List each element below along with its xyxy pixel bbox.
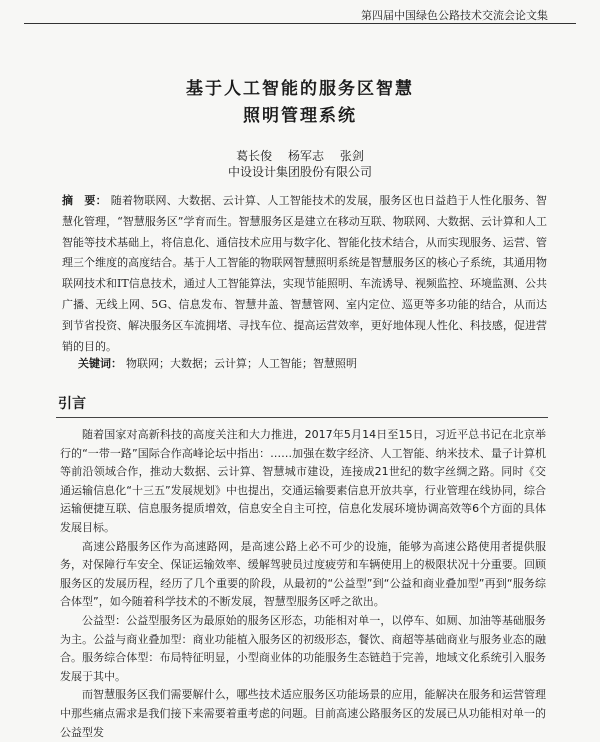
- affiliation: 中设设计集团股份有限公司: [227, 165, 372, 179]
- keywords: [78, 355, 548, 371]
- section-rule: [56, 417, 548, 418]
- author-name: 杨军志: [287, 149, 324, 163]
- body-paragraph: 公益型：公益型服务区为最原始的服务区形态，功能相对单一，以停车、如厕、加油等基础服务为主。公益与商业叠加型：商业功能植入服务区的初级形态，餐饮、商超等基础商业与服务业态的融合。服务综合体型：布局特征明显，小型商业体的功能服务生态链趋于完善，地域文化系统引入服务发展于其中。: [60, 613, 546, 683]
- keywords-text: 物联网；大数据；云计算；人工智能；智慧照明: [126, 357, 357, 370]
- body-paragraph: 高速公路服务区作为高速路网，是高速公路上必不可少的设施，能够为高速公路使用者提供服务，对保障行车安全、保证运输效率、缓解驾驶员过度疲劳和车辆使用上的极限状况十分重要。回顾服务区的发展历程，经历了几个重要的阶段，从最初的“公益型”到“公益和商业叠加型”再到“服务综合体型”，如今随着科学技术的不断发展，智慧型服务区呼之欲出。: [60, 539, 546, 609]
- running-head: 第四届中国绿色公路技术交流会论文集: [361, 9, 548, 22]
- body-paragraph: 而智慧服务区我们需要解什么，哪些技术适应服务区功能场景的应用，能解决在服务和运营管理中那些痛点需求是我们接下来需要着重考虑的问题。目前高速公路服务区的发展已从功能相对单一的公益型发: [60, 688, 546, 739]
- author-list: [0, 147, 600, 164]
- abstract-text: 随着物联网、大数据、云计算、人工智能技术的发展，服务区也日益趋于人性化服务、智慧化管理，“智慧服务区”学育而生。智慧服务区是建立在移动互联、物联网、大数据、云计算和人工智能等技术基础上，将信息化、通信技术应用与数字化、智能化技术结合，从而实现服务、运营、管理三个维度的高度结合。基于人工智能的物联网智慧照明系统是智慧服务区的核心子系统，其通用物联网技术和IT信息技术，通过人工智能算法，实现节能照明、车流诱导、视频监控、环境监测、公共广播、无线上网、5G、信息发布、智慧井盖、智慧管网、室内定位、巡更等多功能的结合，从而达到节省投资、解决服务区车流拥堵、寻找车位、提高运营效率，更好地体现人性化、科技感，促进营销的目的。: [62, 194, 548, 353]
- author-name: 张剑: [339, 149, 364, 163]
- abstract: [62, 191, 547, 357]
- paper-title-line-2: 照明管理系统: [243, 106, 357, 126]
- paper-title-line-1: 基于人工智能的服务区智慧: [186, 79, 414, 99]
- section-heading: 引言: [58, 396, 86, 412]
- author-name: 葛长俊: [236, 149, 273, 163]
- abstract-label: 摘 要：: [62, 194, 107, 207]
- body-text: [60, 426, 546, 742]
- keywords-label: 关键词：: [78, 357, 122, 370]
- header-rule: [24, 23, 576, 24]
- body-paragraph: 随着国家对高新科技的高度关注和大力推进，2017年5月14日至15日，习近平总书记在北京举行的“一带一路”国际合作高峰论坛中指出：……加强在数字经济、人工智能、纳米技术、量子计算机等前沿领域合作，推动大数据、云计算、智慧城市建设，连接成21世纪的数字丝绸之路。同时《交通运输信息化“十三五”发展规划》中也提出，交通运输要素信息开放共享，行业管理在线协同，综合运输便捷互联、信息服务提质增效，信息安全自主可控，信息化发展环境协调高效等6个方面的具体发展目标。: [60, 428, 546, 534]
